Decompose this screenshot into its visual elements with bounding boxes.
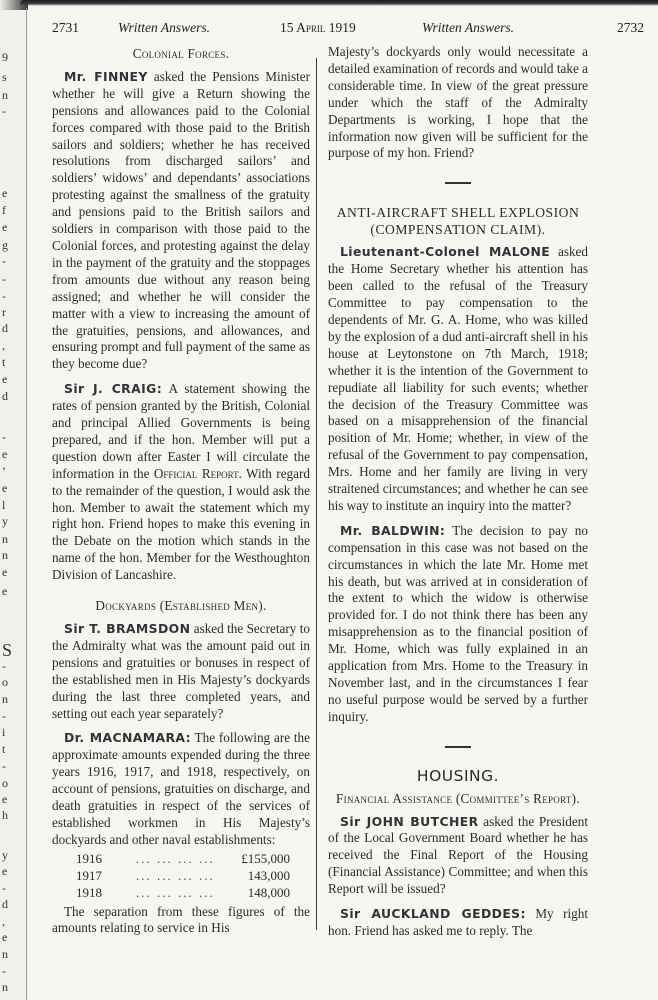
previous-page-text-fragment: - <box>2 254 6 268</box>
previous-page-text-fragment: 9 <box>2 50 8 64</box>
previous-page-text-fragment: d <box>2 897 8 911</box>
answer-text: The following are the approximate amounts expended during the three years 1916, 1917, and 1918, respectively, on account of pensions, gratuities on discharge, and death gratuities in respect of the services of established workmen in His Majesty’s dockyards and other naval establishments: <box>52 730 310 847</box>
question-malone <box>328 244 588 515</box>
page-date: 15 April 1919 <box>280 20 356 35</box>
previous-page-text-fragment: i <box>2 725 6 739</box>
previous-page-text-fragment: S <box>2 640 13 660</box>
page-header <box>52 20 644 36</box>
previous-page-text-fragment: n <box>2 692 8 706</box>
question-butcher <box>328 814 588 899</box>
previous-page-text-fragment: o <box>2 776 8 790</box>
answer-macnamara <box>52 730 310 848</box>
table-amount: 143,000 <box>247 867 290 883</box>
speaker-name: Sir AUCKLAND GEDDES: <box>340 906 526 922</box>
question-bramsdon <box>52 621 310 722</box>
table-row <box>52 868 290 885</box>
previous-page-text-fragment: , <box>2 914 5 928</box>
section-heading-colonial-forces: Colonial Forces. <box>132 46 230 61</box>
subheading-financial-assistance: Financial Assistance (Committee’s Report). <box>336 790 580 806</box>
answer-baldwin <box>328 523 588 726</box>
previous-page-text-fragment: s <box>2 70 7 84</box>
previous-page-edge <box>0 0 24 1000</box>
table-leader-dots: ... ... ... ... <box>136 867 215 883</box>
answer-text: A statement showing the rates of pension granted by the British, Colonial and principal Allied Governments is being prepared, and if the hon. Member will put a question down after Easter I will circulate the information in the <box>52 381 310 481</box>
question-finney <box>52 69 310 373</box>
section-heading-anti-aircraft <box>328 204 588 238</box>
previous-page-text-fragment: r <box>2 305 6 319</box>
speaker-name: Mr. BALDWIN: <box>340 522 446 538</box>
section-rule <box>445 182 471 184</box>
table-leader-dots: ... ... ... ... <box>136 850 215 866</box>
heading-line: ANTI-AIRCRAFT SHELL EXPLOSION <box>336 205 580 221</box>
previous-page-text-fragment: - <box>2 289 6 303</box>
speaker-name: Sir T. BRAMSDON <box>64 621 191 636</box>
previous-page-text-fragment: , <box>2 338 5 352</box>
question-text: asked the Home Secretary whether his attention has been called to the refusal of the Treasury Committee to pay compensation to the dependents of Mr. G. A. Home, who was killed by the explosion of a dud anti-aircraft shell in his house at Leytonstone on 7th March, 1918; whether it is the intention of the Government to repudiate all liability for such events; whether the decision of the Treasury Committee was based on a misapprehension of the financial position of Mr. Home; whether, in view of the refusal of the Government to pay compensation, Mrs. Home and her family are living in very straitened circumstances; and whether he can see his way to institute an inquiry into the matter? <box>328 244 589 513</box>
previous-page-text-fragment: n <box>2 548 8 562</box>
previous-page-text-fragment: n <box>2 532 8 546</box>
answer-text-continued: . With regard to the remainder of the question, I would ask the hon. Member to await the statement which my right hon. Friend hopes to make this evening in the Debate on the motion which stands in the name of the hon. Member for the Westhoughton Division of Lancashire. <box>52 465 310 583</box>
previous-page-text-fragment: d <box>2 389 8 403</box>
previous-page-text-fragment: e <box>2 792 8 806</box>
section-heading-dockyards: Dockyards (Established Men). <box>95 598 267 614</box>
previous-page-text-fragment: - <box>2 104 6 118</box>
previous-page-text-fragment: e <box>2 565 8 579</box>
answer-continuation: The separation from these figures of the amounts relating to service in His <box>52 903 310 936</box>
speaker-name: Sir J. CRAIG: <box>64 381 163 397</box>
heading-line: (COMPENSATION CLAIM). <box>370 222 546 238</box>
previous-page-text-fragment: f <box>2 203 6 217</box>
page-number-right: 2732 <box>617 20 644 35</box>
answer-geddes <box>328 906 588 940</box>
table-amount: £155,000 <box>241 850 290 866</box>
left-column <box>52 44 310 937</box>
question-text: asked the President of the Local Government Board whether he has received the Final Report of the Housing (Financial Assistance) Committee; and when this Report will be issued? <box>328 813 588 897</box>
previous-page-text-fragment: t <box>2 742 6 756</box>
table-year: 1918 <box>76 884 102 900</box>
previous-page-text-fragment: e <box>2 481 8 495</box>
table-row <box>52 885 290 902</box>
previous-page-text-fragment: n <box>2 980 8 994</box>
answer-text: The decision to pay no compensation in this case was not based on the circumstances in which the late Mr. Home met his death, but was arrived at in consideration of the extent to which the widow is otherwise provided for. I do not think there has been any misapprehension as to the financial position of Mr. Home, which was fully explained in an application from Mrs. Home to the Treasury in November last, and in the circumstances I fear no useful purpose would be served by a further inquiry. <box>328 522 588 724</box>
previous-page-text-fragment: t <box>2 355 6 369</box>
previous-page-text-fragment: o <box>2 675 8 689</box>
previous-page-text-fragment: n <box>2 88 8 102</box>
previous-page-text-fragment: h <box>2 808 8 822</box>
speaker-name: Dr. MACNAMARA: <box>64 730 191 746</box>
table-amount: 148,000 <box>247 884 290 900</box>
answer-text: My right hon. Friend has asked me to reply. The <box>328 906 588 938</box>
previous-page-text-fragment: e <box>2 372 8 386</box>
official-report-reference: Official Report <box>153 465 239 481</box>
table-leader-dots: ... ... ... ... <box>136 884 215 900</box>
speaker-name: Mr. FINNEY <box>64 68 148 84</box>
table-year: 1917 <box>76 867 102 883</box>
previous-page-text-fragment: - <box>2 272 6 286</box>
previous-page-text-fragment: e <box>2 584 8 598</box>
previous-page-text-fragment: ’ <box>2 464 6 478</box>
column-divider <box>316 58 317 930</box>
question-text: asked the Secretary to the Admiralty what was the amount paid out in pensions and gratuities or bonuses in respect of the established men in His Majesty’s dockyards during the last three completed years, and setting out each year separately? <box>52 621 310 721</box>
previous-page-text-fragment: - <box>2 430 6 444</box>
previous-page-text-fragment: - <box>2 964 6 978</box>
previous-page-text-fragment: d <box>2 321 8 335</box>
expenditure-table <box>52 851 310 902</box>
previous-page-text-fragment: - <box>2 659 6 673</box>
previous-page-text-fragment: - <box>2 759 6 773</box>
binding-shadow <box>20 0 658 6</box>
previous-page-text-fragment: - <box>2 881 6 895</box>
right-column <box>328 44 588 940</box>
speaker-name: Lieutenant-Colonel MALONE <box>340 244 551 260</box>
previous-page-text-fragment: y <box>2 848 8 862</box>
running-title-left: Written Answers. <box>118 20 211 35</box>
section-heading-housing: HOUSING. <box>416 766 500 785</box>
previous-page-text-fragment: y <box>2 514 8 528</box>
page-number-left: 2731 <box>52 20 79 35</box>
previous-page-text-fragment: g <box>2 238 8 252</box>
previous-page-text-fragment: n <box>2 947 8 961</box>
question-text: asked the Pensions Minister whether he will give a Return showing the pensions and allowances paid to the Colonial forces compared with those paid to the British sailors and soldiers; whether he has received resolutions from discharged sailors’ and soldiers’ widows’ and dependants’ associations protesting against the smallness of the gratuity and pensions paid to the British sailors and soldiers in comparison with those paid to the Colonial forces, and protesting against the delay in the payment of the gratuity and the stoppages from amounts due without any reason being assigned; and whether he will consider the matter with a view to increasing the amount of the gratuities, pensions, and allowances, and ensuring prompt and full payment of the same as they become due? <box>52 68 310 372</box>
table-year: 1916 <box>76 850 102 866</box>
previous-page-text-fragment: - <box>2 709 6 723</box>
previous-page-text-fragment: e <box>2 864 8 878</box>
answer-continued-text: Majesty’s dockyards only would necessitate a detailed examination of records and would take a considerable time. In view of the great pressure under which the staff of the Admiralty Departments is working, I hope that the information now given will be sufficient for the purpose of my hon. Friend? <box>328 44 588 161</box>
previous-page-text-fragment: e <box>2 186 8 200</box>
answer-craig <box>52 381 310 584</box>
page-gutter-line <box>26 8 27 1000</box>
section-rule <box>445 746 471 748</box>
running-title-right: Written Answers. <box>422 20 515 35</box>
table-row <box>52 851 290 868</box>
previous-page-text-fragment: e <box>2 447 8 461</box>
hansard-page <box>28 0 658 1000</box>
previous-page-text-fragment: e <box>2 220 8 234</box>
previous-page-text-fragment: l <box>2 498 6 512</box>
speaker-name: Sir JOHN BUTCHER <box>340 813 479 829</box>
previous-page-text-fragment: e <box>2 930 8 944</box>
